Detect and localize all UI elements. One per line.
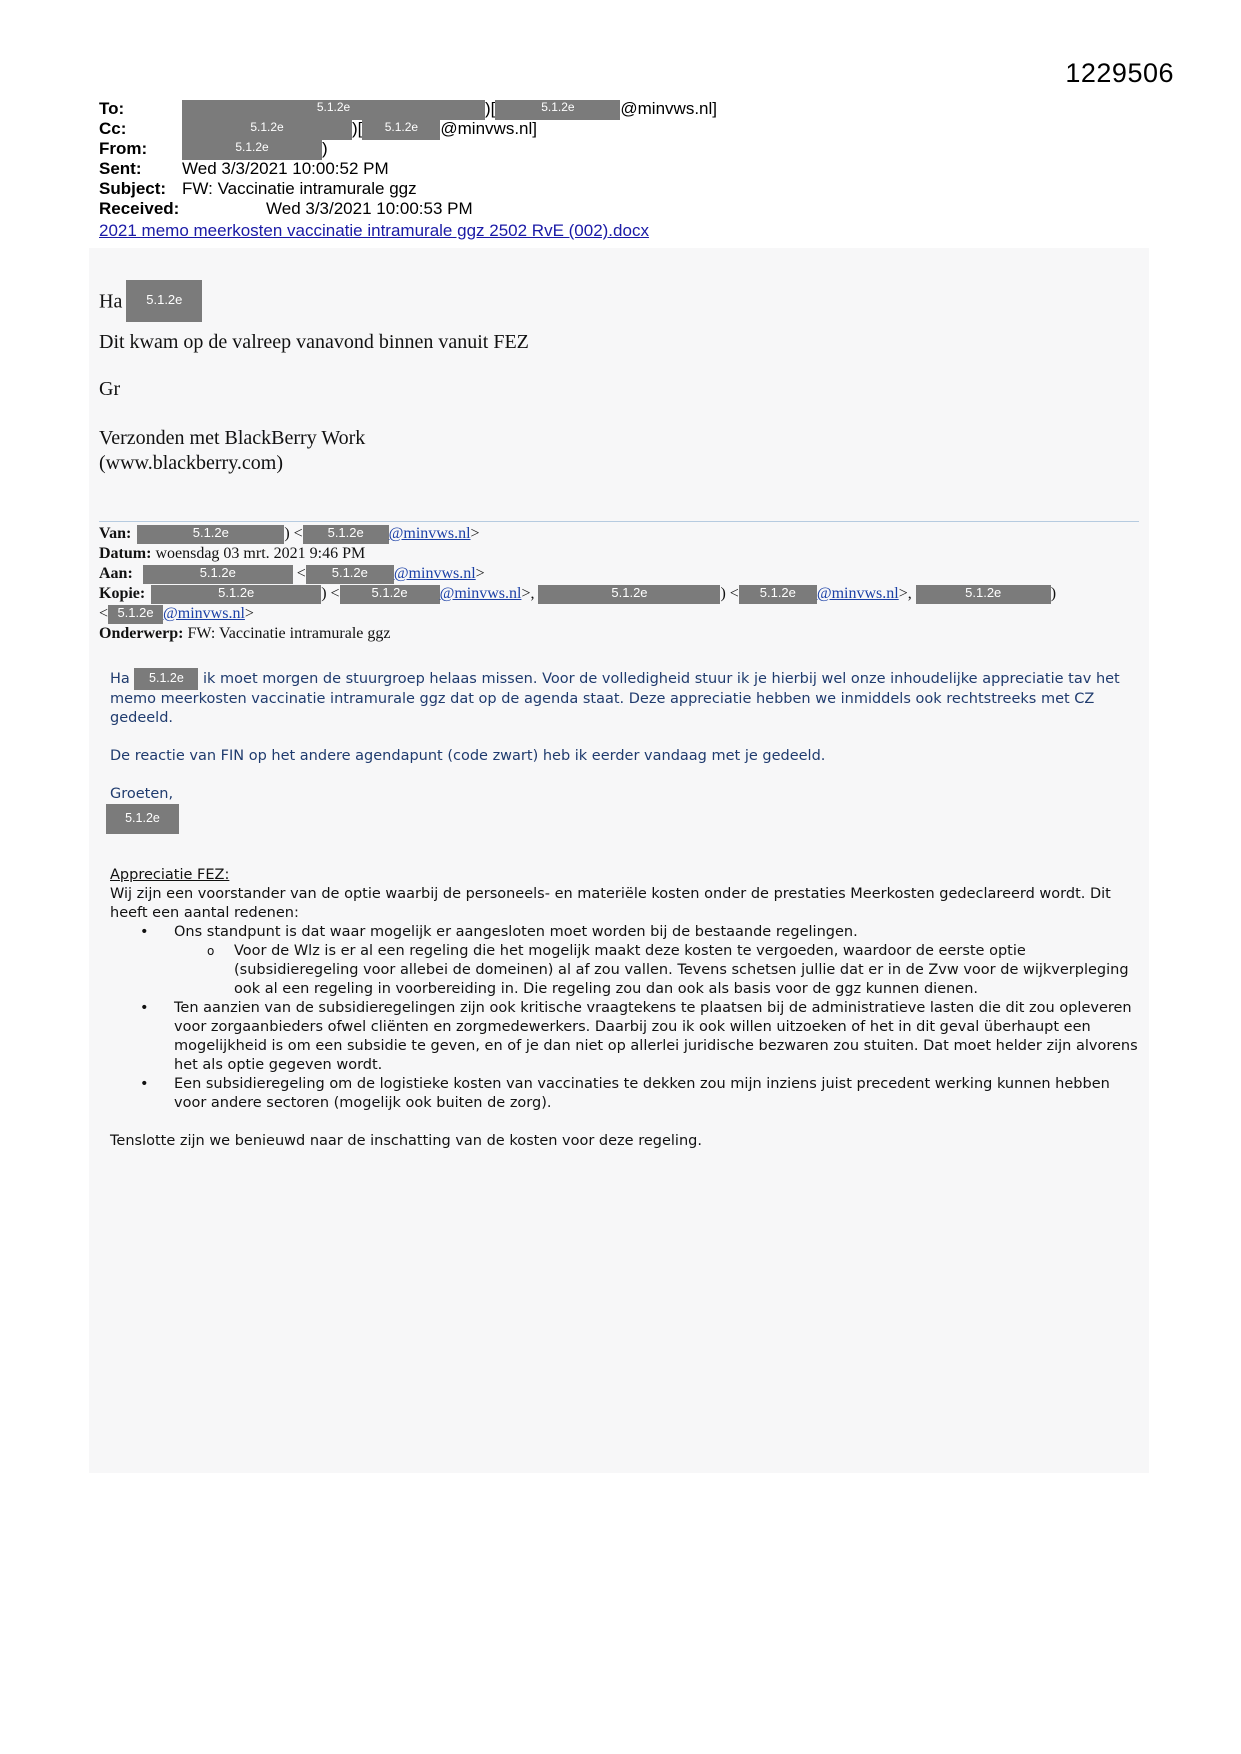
- redaction-box: 5.1.2e: [306, 565, 394, 584]
- email-link[interactable]: @minvws.nl: [816, 585, 899, 602]
- cc-email-suffix: @minvws.nl]: [440, 119, 537, 138]
- cc-label: Cc:: [99, 119, 127, 138]
- redaction-box: 5.1.2e: [151, 585, 321, 604]
- appreciation-section: [110, 866, 1140, 1151]
- van-label: Van:: [99, 525, 132, 542]
- reply-signoff: Gr: [99, 378, 121, 400]
- to-email-suffix: @minvws.nl]: [620, 99, 717, 118]
- aan-label: Aan:: [99, 565, 133, 582]
- email-link[interactable]: @minvws.nl: [393, 565, 476, 582]
- redaction-box: 5.1.2e: [106, 804, 179, 834]
- redaction-box: 5.1.2e: [538, 585, 720, 604]
- email-link[interactable]: @minvws.nl: [388, 525, 471, 542]
- datum-label: Datum:: [99, 545, 152, 562]
- redaction-box: 5.1.2e: [182, 100, 485, 120]
- redaction-box: 5.1.2e: [182, 120, 352, 140]
- bullet-item: • Ons standpunt is dat waar mogelijk er aangesloten moet worden bij de bestaande regelingen.: [140, 924, 858, 940]
- kopie-label: Kopie:: [99, 585, 146, 602]
- to-label: To:: [99, 99, 125, 118]
- datum-value: woensdag 03 mrt. 2021 9:46 PM: [155, 545, 366, 562]
- section-intro: Wij zijn een voorstander van de optie waarbij de personeels- en materiële kosten onder de prestaties Meerkosten gedeclareerd wordt. Dit heeft een aantal redenen:: [110, 886, 1111, 921]
- received-value: Wed 3/3/2021 10:00:53 PM: [266, 199, 473, 218]
- memo-closing: Groeten,: [110, 786, 174, 802]
- sub-bullet-item: o Voor de Wlz is er al een regeling die het mogelijk maakt deze kosten te vergoeden, waardoor de eerste optie (subsidieregeling voor allebei de domeinen) al af zou vallen. Tevens schetsen jullie dat er in de Zvw voor de wijkverpleging ook al een regeling in voorbereiding in. Die regeling zou dan ook als basis voor de ggz kunnen dienen.: [207, 943, 1129, 997]
- onderwerp-value: FW: Vaccinatie intramurale ggz: [187, 625, 391, 642]
- redaction-box: 5.1.2e: [495, 100, 620, 120]
- reply-line: Dit kwam op de valreep vanavond binnen vanuit FEZ: [99, 331, 529, 353]
- redaction-box: 5.1.2e: [739, 585, 817, 604]
- email-link[interactable]: @minvws.nl: [439, 585, 522, 602]
- redaction-box: 5.1.2e: [126, 280, 202, 322]
- bullet-item: • Ten aanzien van de subsidieregelingen zijn ook kritische vraagtekens te plaatsen bij de administratieve lasten die dit zou opleveren voor zorgaanbieders ofwel cliënten en zorgmedewerkers. Daarbij zou ik ook willen uitzoeken of het in dit geval überhaupt een mogelijkheid is om een subsidie te geven, en of je dan niet op allerlei juridische bezwaren zou stuiten. Dat moet helder zijn alvorens het als optie gegeven wordt.: [140, 1000, 1138, 1073]
- email-link[interactable]: @minvws.nl: [163, 605, 245, 622]
- document-page: 1229506 To: 5.1.2e )[ 5.1.2e @minvws.nl] Cc: 5.1.2e )[ 5.1.2e @minvws.nl] From: 5.1.2e ) Sent: Wed 3/3/2021 10:00:52 PM Subject: FW: Vaccinatie intramurale ggz Received: Wed 3/3/2021 10:00:53 PM 2021 memo meerkosten vaccinatie intramurale ggz 2502 RvE (002).docx Ha 5.1.2e Dit kwam op de valreep vanavond binnen vanuit FEZ Gr Verzonden met BlackBerry Work (www.blackberry.com) Van: 5.1.2e ) < 5.1.2e @minvws.nl> Datum: woensdag 03 mrt. 2021 9:46 PM Aan: 5.1.2e < 5.1.2e @minvws.nl> Kopie: 5.1.2e ) < 5.1.2e @minvws.nl>, 5.1.2e ) < 5.1.2e @minvws.nl>, 5.1.2e ) < 5.1.2e @minvws.nl> Onderwerp: FW: Vaccinatie intramurale ggz Ha 5.1.2e ik moet morgen de stuurgroep helaas missen. Voor de volledigheid stuur ik je hierbij wel onze inhoudelijke appreciatie tav het memo meerkosten vaccinatie intramurale ggz dat op de agenda staat. Deze appreciatie hebben we inmiddels ook rechtstreeks met CZ gedeeld. De reactie van FIN op het andere agendapunt (code zwart) heb ik eerder vandaag met je gedeeld. Groeten, 5.1.2e Appreciatie FEZ: Wij zijn een voorstander van de optie waarbij de personeels- en materiële kosten onder de prestaties Meerkosten gedeclareerd wordt. Dit heeft een aantal redenen: • Ons standpunt is dat waar mogelijk er aangesloten moet worden bij de bestaande regelingen. o Voor de Wlz is er al een regeling die het mogelijk maakt deze kosten te vergoeden, waardoor de eerste optie (subsidieregeling voor allebei de domeinen) al af zou vallen. Tevens schetsen jullie dat er in de Zvw voor de wijkverpleging ook al een regeling in voorbereiding in. Die regeling zou dan ook als basis voor de ggz kunnen dienen. • Ten aanzien van de subsidieregelingen zijn ook kritische vraagtekens te plaatsen bij de administratieve lasten die dit zou opleveren voor zorgaanbieders ofwel cliënten en zorgmedewerkers. Daarbij zou ik ook willen uitzoeken of het in dit geval überhaupt een mogelijkheid is om een subsidie te geven, en of je dan niet op allerlei juridische bezwaren zou stuiten. Dat moet helder zijn alvorens het als optie gegeven wordt. • Een subsidieregeling om de logistieke kosten van vaccinaties te dekken zou mijn inziens juist precedent werking kunnen hebben voor andere sectoren (mogelijk ook buiten de zorg). Tenslotte zijn we benieuwd naar de inschatting van de kosten voor deze regeling.: [0, 0, 1241, 1754]
- document-number: 1229506: [1065, 58, 1174, 88]
- redaction-box: 5.1.2e: [137, 525, 284, 544]
- memo-paragraph: De reactie van FIN op het andere agendapunt (code zwart) heb ik eerder vandaag met je gedeeld.: [110, 748, 826, 764]
- section-title: Appreciatie FEZ:: [110, 867, 230, 883]
- subject-value: FW: Vaccinatie intramurale ggz: [182, 179, 417, 198]
- separator-line: [99, 521, 1139, 522]
- subject-label: Subject:: [99, 179, 167, 198]
- redaction-box: 5.1.2e: [182, 140, 322, 160]
- redaction-box: 5.1.2e: [303, 525, 389, 544]
- reply-greeting: Ha 5.1.2e: [99, 282, 202, 324]
- forwarded-message: [110, 668, 1130, 834]
- sent-label: Sent:: [99, 159, 142, 178]
- redaction-box: 5.1.2e: [134, 668, 198, 690]
- from-label: From:: [99, 139, 148, 158]
- redaction-box: 5.1.2e: [916, 585, 1051, 604]
- memo-paragraph: Ha 5.1.2e ik moet morgen de stuurgroep helaas missen. Voor de volledigheid stuur ik je hierbij wel onze inhoudelijke appreciatie tav het memo meerkosten vaccinatie intramurale ggz dat op de agenda staat. Deze appreciatie hebben we inmiddels ook rechtstreeks met CZ gedeeld.: [110, 668, 1130, 728]
- closing-sentence: Tenslotte zijn we benieuwd naar de inschatting van de kosten voor deze regeling.: [110, 1133, 702, 1149]
- onderwerp-label: Onderwerp:: [99, 625, 184, 642]
- received-label: Received:: [99, 199, 180, 218]
- redaction-box: 5.1.2e: [143, 565, 293, 584]
- mobile-signature: Verzonden met BlackBerry Work (www.blackberry.com): [99, 427, 366, 474]
- redaction-box: 5.1.2e: [362, 120, 440, 140]
- bullet-item: • Een subsidieregeling om de logistieke kosten van vaccinaties te dekken zou mijn inziens juist precedent werking kunnen hebben voor andere sectoren (mogelijk ook buiten de zorg).: [140, 1076, 1110, 1111]
- redaction-box: 5.1.2e: [340, 585, 440, 604]
- sent-value: Wed 3/3/2021 10:00:52 PM: [182, 159, 389, 178]
- attachment-link[interactable]: 2021 memo meerkosten vaccinatie intramurale ggz 2502 RvE (002).docx: [99, 221, 649, 240]
- redaction-box: 5.1.2e: [108, 605, 163, 624]
